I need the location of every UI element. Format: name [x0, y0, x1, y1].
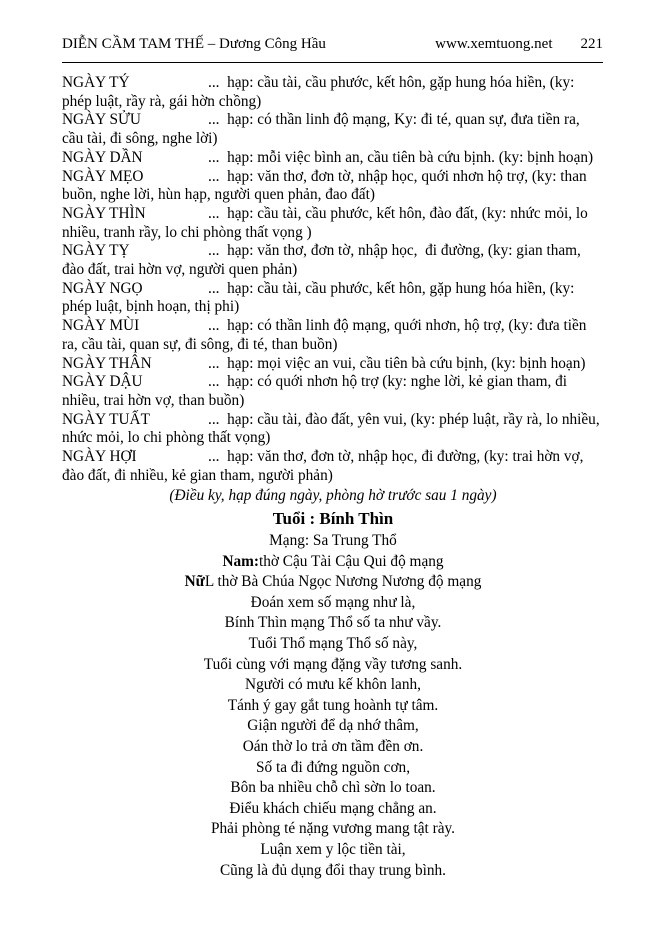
fortune-section — [62, 486, 604, 881]
poem-line: Oán thờ lo trả ơn tầm đền ơn. — [242, 738, 424, 755]
female-label: Nữ — [184, 573, 205, 591]
female-text: L thờ Bà Chúa Ngọc Nương Nương độ mạng — [204, 573, 482, 591]
day-name: NGÀY DẦN — [62, 148, 143, 166]
day-name: NGÀY MÙI — [62, 317, 140, 335]
page-header — [0, 0, 661, 53]
page-number: 221 — [580, 36, 603, 52]
day-description: ... hạp: cầu tài, cầu phước, kết hôn, gặp hung hóa hiền, (ky: phép luật, rầy rà, gái hờn chồng) — [62, 74, 579, 110]
destiny-element-line: Mạng: Sa Trung Thổ — [269, 532, 397, 550]
poem-line: Người có mưu kế khôn lanh, — [245, 676, 421, 694]
day-description: ... hạp: có quới nhơn hộ trợ (ky: nghe lời, kẻ gian tham, đi nhiều, trai hờn vợ, than buồn) — [62, 373, 571, 409]
poem-line: Giận người để dạ nhớ thâm, — [247, 717, 419, 735]
day-name: NGÀY THÌN — [62, 204, 146, 222]
poem-line: Điểu khách chiếu mạng chẳng an. — [229, 799, 437, 817]
day-entry — [62, 317, 604, 354]
poem-line: Bính Thìn mạng Thổ số ta như vầy. — [224, 614, 442, 632]
poem-line: Tuổi Thổ mạng Thổ số này, — [248, 635, 418, 653]
website-url: www.xemtuong.net — [435, 36, 553, 52]
day-entry — [62, 280, 604, 317]
day-description: ... hạp: mọi việc an vui, cầu tiên bà cứu bịnh, (ky: bịnh hoạn) — [208, 354, 586, 372]
male-text: thờ Cậu Tài Cậu Qui độ mạng — [258, 552, 444, 570]
poem-line: Bôn ba nhiều chỗ chì sờn lo toan. — [230, 779, 436, 797]
age-title: Tuổi : Bính Thìn — [272, 509, 394, 529]
day-description: ... hạp: cầu tài, đào đất, yên vui, (ky: phép luật, rầy rà, lo nhiều, nhức mỏi, lo chi phòng thất vọng) — [62, 410, 604, 447]
day-description: ... hạp: văn thơ, đơn tờ, nhập học, đi đường, (ky: trai hờn vợ, đào đất, đi nhiều, kẻ gian tham, người phản) — [62, 448, 588, 484]
day-entry — [62, 373, 604, 410]
day-entry — [62, 168, 604, 205]
poem-line: Cũng là đủ dụng đổi thay trung bình. — [219, 861, 447, 879]
day-name: NGÀY TÝ — [62, 74, 130, 91]
day-entry — [62, 411, 604, 448]
day-entry — [62, 111, 604, 148]
day-name: NGÀY TỴ — [62, 242, 130, 260]
poem-line: Đoán xem số mạng như là, — [250, 593, 416, 611]
day-name: NGÀY MẸO — [62, 167, 144, 185]
day-description: ... hạp: văn thơ, đơn tờ, nhập học, quới nhơn hộ trợ, (ky: than buồn, nghe lời, hùn hạp, người quen phản, đao đất) — [62, 167, 591, 204]
poem-line: Phải phòng té nặng vương mang tật rày. — [211, 820, 455, 838]
book-title: DIỄN CẦM TAM THẾ – Dương Công Hầu — [62, 36, 326, 52]
poem-line: Tuổi cùng với mạng đặng vầy tương sanh. — [203, 655, 463, 673]
day-name: NGÀY SỬU — [62, 111, 141, 129]
day-description: ... hạp: có thần linh độ mạng, quới nhơn, hộ trợ, (ky: đưa tiền ra, cầu tài, quan sự, đi sông, đi té, than buồn) — [62, 317, 591, 353]
day-name: NGÀY DẬU — [62, 373, 143, 391]
day-name: NGÀY TUẤT — [62, 410, 150, 428]
day-entry — [62, 74, 604, 111]
day-description: ... hạp: cầu tài, cầu phước, kết hôn, gặp hung hóa hiền, (ky: phép luật, bịnh hoạn, thị phi) — [62, 279, 579, 316]
poem-line: Số ta đi đứng nguồn cơn, — [255, 758, 411, 776]
day-description: ... hạp: có thần linh độ mạng, Ky: đi té, quan sự, đưa tiền ra, cầu tài, đi sông, nghe lời) — [62, 111, 584, 148]
day-description: ... hạp: cầu tài, cầu phước, kết hôn, đào đất, (ky: nhức mỏi, lo nhiều, tranh rầy, lo chi phòng thất vọng ) — [62, 204, 592, 241]
poem-line: Luận xem y lộc tiền tài, — [260, 840, 406, 858]
female-worship-line — [62, 572, 604, 593]
page-content — [0, 63, 661, 881]
day-entry — [62, 355, 604, 374]
caution-note: (Điều ky, hạp đúng ngày, phòng hờ trước sau 1 ngày) — [169, 487, 497, 505]
male-label: Nam: — [222, 552, 259, 570]
day-description: ... hạp: văn thơ, đơn tờ, nhập học, đi đường, (ky: gian tham, đào đất, trai hờn vợ, người quen phản) — [62, 242, 585, 279]
male-worship-line — [62, 552, 604, 573]
day-description: ... hạp: mỗi việc bình an, cầu tiên bà cứu bịnh. (ky: bịnh hoạn) — [208, 148, 594, 166]
day-entry — [62, 149, 604, 168]
day-entry — [62, 448, 604, 485]
day-name: NGÀY THÂN — [62, 354, 152, 372]
day-entry — [62, 242, 604, 279]
day-entry — [62, 205, 604, 242]
day-name: NGÀY HỢI — [62, 448, 137, 466]
poem-line: Tánh ý gay gắt tung hoành tự tâm. — [227, 696, 439, 714]
day-name: NGÀY NGỌ — [62, 279, 143, 297]
